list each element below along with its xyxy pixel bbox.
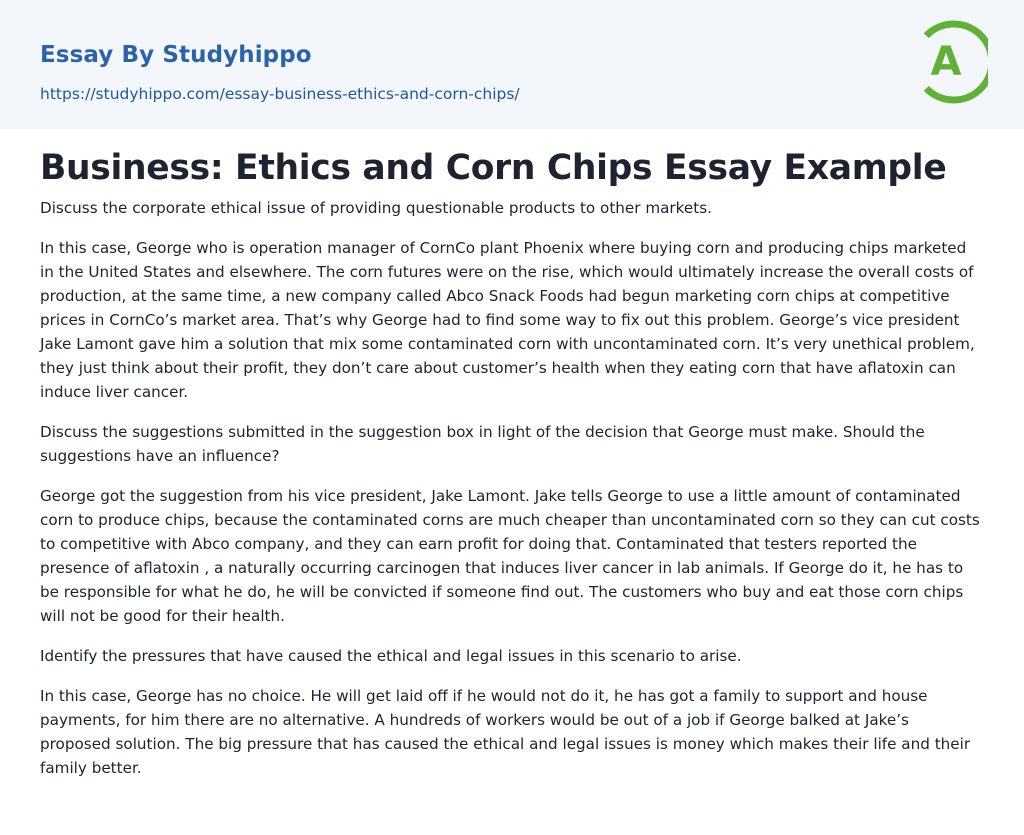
site-title[interactable]: Essay By Studyhippo xyxy=(40,42,312,68)
source-url-link[interactable]: https://studyhippo.com/essay-business-ethics-and-corn-chips/ xyxy=(40,85,520,103)
paragraph: Identify the pressures that have caused the ethical and legal issues in this scenario to arise. xyxy=(40,647,742,665)
paragraph: In this case, George who is operation manager of CornCo plant Phoenix where buying corn and producing chips marketed in the United States and elsewhere. The corn futures were on the rise, which would ultimately increase the overall costs of production, at the same time, a new company called Abco Snack Foods had begun marketing corn chips at competitive prices in CornCo’s market area. That’s why George had to find some way to fix out this problem. George’s vice president Jake Lamont gave him a solution that mix some contaminated corn with uncontaminated corn. It’s very unethical problem, they just think about their profit, they don’t care about customer’s health when they eating corn that have aflatoxin can induce liver cancer. xyxy=(40,239,975,401)
logo-letter: A xyxy=(930,39,962,85)
paragraph: In this case, George has no choice. He will get laid off if he would not do it, he has got a family to support and house payments, for him there are no alternative. A hundreds of workers would be out of a job if George balked at Jake’s proposed solution. The big pressure that has caused the ethical and legal issues is money which makes their life and their family better. xyxy=(40,687,971,777)
article-body xyxy=(40,196,984,780)
paragraph: George got the suggestion from his vice president, Jake Lamont. Jake tells George to use a little amount of contaminated corn to produce chips, because the contaminated corns are much cheaper than uncontaminated corn so they can cut costs to competitive with Abco company, and they can earn profit for doing that. Contaminated that testers reported the presence of aflatoxin , a naturally occurring carcinogen that induces liver cancer in lab animals. If George do it, he has to be responsible for what he do, he will be convicted if someone find out. The customers who buy and eat those corn chips will not be good for their health. xyxy=(40,487,980,625)
paragraph: Discuss the corporate ethical issue of providing questionable products to other markets. xyxy=(40,199,712,217)
page-title: Business: Ethics and Corn Chips Essay Example xyxy=(40,148,947,188)
site-header xyxy=(0,0,1024,129)
paragraph: Discuss the suggestions submitted in the suggestion box in light of the decision that George must make. Should the suggestions have an influence? xyxy=(40,423,925,465)
article xyxy=(40,146,984,796)
studyhippo-logo[interactable] xyxy=(910,18,988,106)
